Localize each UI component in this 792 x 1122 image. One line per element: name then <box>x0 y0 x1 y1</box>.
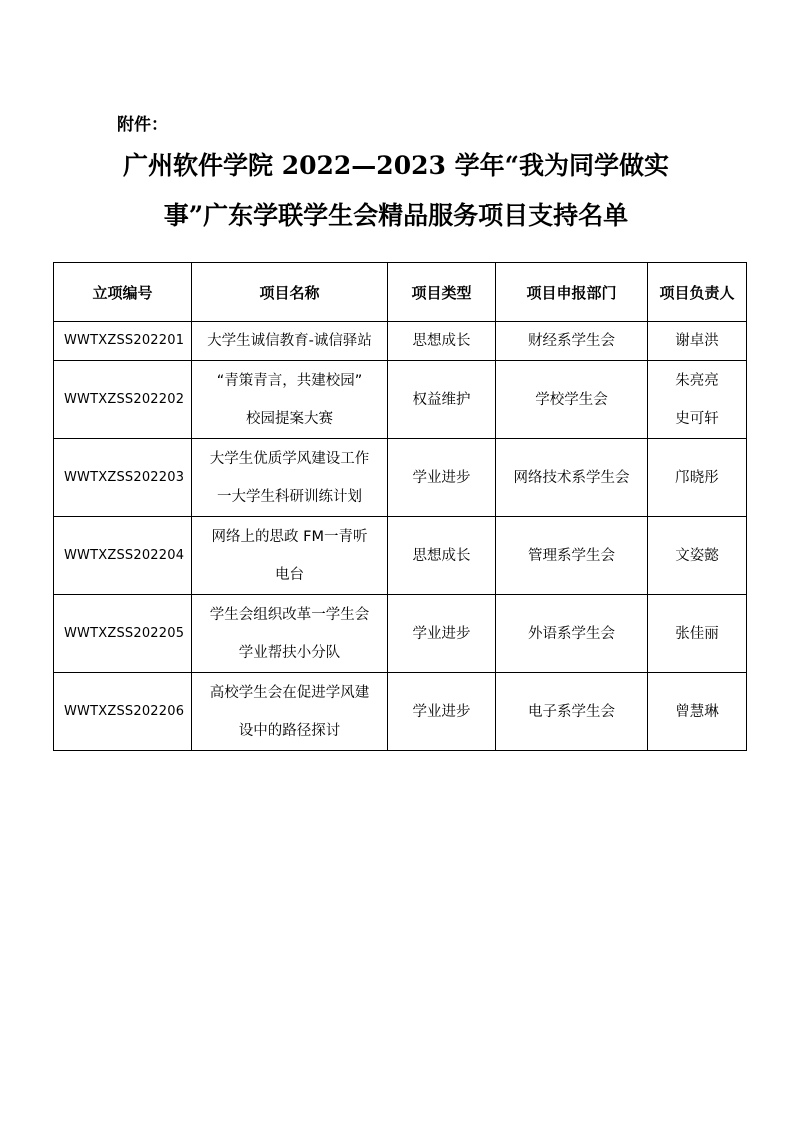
project-type: 学业进步 <box>388 595 496 673</box>
project-leader-line: 张佳丽 <box>675 625 719 642</box>
project-leader-line: 邝晓彤 <box>675 469 719 486</box>
project-leader <box>648 517 747 595</box>
table-header-row <box>54 263 747 322</box>
project-department: 电子系学生会 <box>496 673 648 751</box>
project-leader-line: 文姿懿 <box>675 547 719 564</box>
table-row <box>54 322 747 361</box>
project-department: 财经系学生会 <box>496 322 648 361</box>
project-code: WWTXZSS202204 <box>54 517 192 595</box>
project-department: 学校学生会 <box>496 361 648 439</box>
project-leader-line: 史可轩 <box>675 410 719 427</box>
attachment-label: 附件： <box>117 115 168 135</box>
project-leader-line: 朱亮亮 <box>675 372 719 389</box>
project-type: 思想成长 <box>388 322 496 361</box>
table-row <box>54 439 747 517</box>
project-leader <box>648 322 747 361</box>
table-row <box>54 517 747 595</box>
project-type: 权益维护 <box>388 361 496 439</box>
project-leader <box>648 595 747 673</box>
document-title-line-1: 广州软件学院 2022—2023 学年“我为同学做实 <box>123 151 669 180</box>
project-list-table <box>53 262 747 751</box>
project-name-line: 设中的路径探讨 <box>238 722 341 739</box>
project-name-line: 网络上的思政 FM一青听 <box>211 528 368 545</box>
project-department: 外语系学生会 <box>496 595 648 673</box>
project-leader-line: 谢卓洪 <box>675 333 719 349</box>
project-name <box>192 322 388 361</box>
header-department: 项目申报部门 <box>496 263 648 322</box>
project-leader-line: 曾慧琳 <box>675 703 719 720</box>
project-code: WWTXZSS202205 <box>54 595 192 673</box>
table-row <box>54 361 747 439</box>
project-code: WWTXZSS202201 <box>54 322 192 361</box>
project-name-line: 校园提案大赛 <box>246 410 333 427</box>
project-leader <box>648 673 747 751</box>
document-title-line-2: 事”广东学联学生会精品服务项目支持名单 <box>163 201 629 230</box>
project-name-line: 学业帮扶小分队 <box>238 644 341 661</box>
table-row <box>54 673 747 751</box>
project-name-line: 大学生诚信教育-诚信驿站 <box>207 333 372 349</box>
header-name: 项目名称 <box>192 263 388 322</box>
project-name <box>192 517 388 595</box>
project-name <box>192 673 388 751</box>
project-code: WWTXZSS202202 <box>54 361 192 439</box>
project-type: 学业进步 <box>388 673 496 751</box>
project-department: 管理系学生会 <box>496 517 648 595</box>
table-row <box>54 595 747 673</box>
project-name-line: 电台 <box>275 566 304 583</box>
header-leader: 项目负责人 <box>648 263 747 322</box>
project-leader <box>648 361 747 439</box>
project-name-line: 一大学生科研训练计划 <box>217 488 362 505</box>
project-code: WWTXZSS202206 <box>54 673 192 751</box>
project-leader <box>648 439 747 517</box>
project-name <box>192 361 388 439</box>
project-name <box>192 595 388 673</box>
project-name-line: “青策青言，共建校园” <box>216 372 363 389</box>
header-code: 立项编号 <box>54 263 192 322</box>
project-department: 网络技术系学生会 <box>496 439 648 517</box>
header-type: 项目类型 <box>388 263 496 322</box>
project-name <box>192 439 388 517</box>
project-name-line: 学生会组织改革一学生会 <box>209 606 370 623</box>
project-name-line: 大学生优质学风建设工作 <box>209 450 370 467</box>
project-name-line: 高校学生会在促进学风建 <box>209 684 370 701</box>
project-code: WWTXZSS202203 <box>54 439 192 517</box>
project-type: 学业进步 <box>388 439 496 517</box>
project-type: 思想成长 <box>388 517 496 595</box>
